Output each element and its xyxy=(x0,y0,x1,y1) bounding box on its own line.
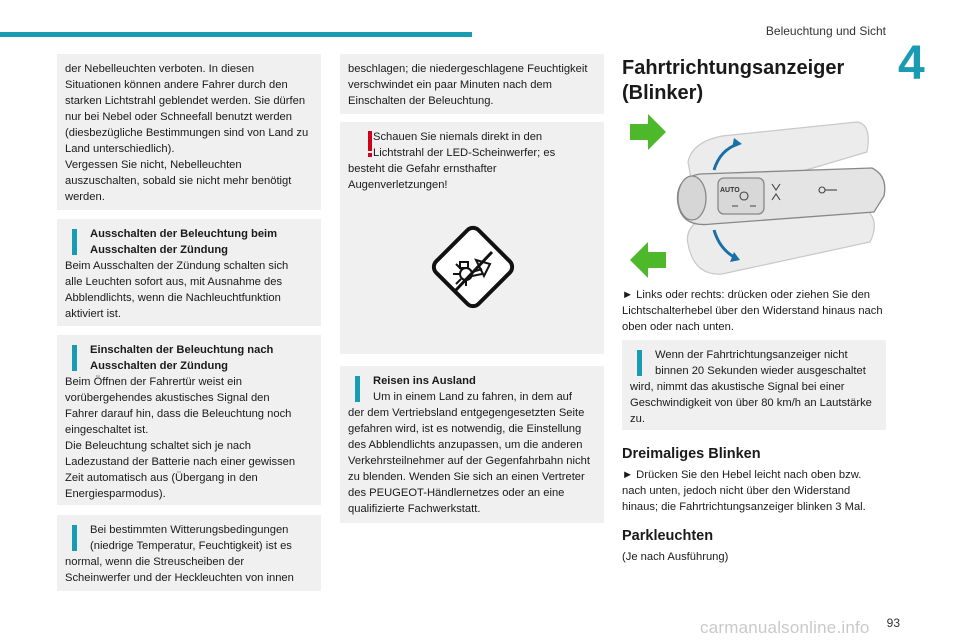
info-heading: Reisen ins Ausland xyxy=(373,375,476,387)
text-line: qualifizierte Fachwerkstatt. xyxy=(348,503,481,515)
info-heading: Ausschalten der Zündung xyxy=(90,360,228,372)
warning-icon-dot xyxy=(368,153,372,157)
heading-line: Fahrtrichtungsanzeiger xyxy=(622,57,845,79)
watermark: carmanualsonline.info xyxy=(700,618,870,637)
info-icon xyxy=(355,376,360,402)
text-line: normal, wenn die Streuscheiben der xyxy=(65,556,245,568)
text-line: Situationen können andere Fahrer durch den xyxy=(65,79,288,91)
triple-blink-text xyxy=(622,467,892,515)
text-line: ► Links oder rechts: drücken oder ziehen Sie den xyxy=(622,289,871,301)
text-line: nach unten, jedoch nicht über den Widerstand xyxy=(622,485,851,497)
info-icon xyxy=(637,350,642,376)
text-line: Um in einem Land zu fahren, in dem auf xyxy=(373,391,572,403)
text-line: Land unterschiedlich). xyxy=(65,143,175,155)
text-line: Lichtstrahl der LED-Scheinwerfer; es xyxy=(373,147,556,159)
text-line: hinaus; die Fahrtrichtungsanzeiger blinken 3 Mal. xyxy=(622,501,866,513)
text-line: (niedrige Temperatur, Feuchtigkeit) ist es xyxy=(90,540,292,552)
warning-icon xyxy=(368,131,372,151)
section-title: Beleuchtung und Sicht xyxy=(765,24,886,38)
info-icon xyxy=(72,229,77,255)
text-line: starken Lichtstrahl geblendet werden. Sie dürfen xyxy=(65,95,306,107)
text-line: Bei bestimmten Witterungsbedingungen xyxy=(90,524,289,536)
text-line: Verkehrsteilnehmer auf der Gegenfahrbahn nicht xyxy=(348,455,590,467)
text-line: verschwindet ein paar Minuten nach dem xyxy=(348,79,552,91)
turn-signal-stalk-illustration xyxy=(622,112,892,282)
text-line: oben oder nach unten. xyxy=(622,321,734,333)
text-line: gefahren wird, ist es notwendig, die Einstellung xyxy=(348,423,582,435)
text-line: Vergessen Sie nicht, Nebelleuchten xyxy=(65,159,242,171)
info-box-lights-off xyxy=(57,219,321,326)
info-icon xyxy=(72,525,77,551)
text-line: Zeit automatisch aus (Übergang in den xyxy=(65,472,258,484)
text-line: binnen 20 Sekunden wieder ausgeschaltet xyxy=(655,365,866,377)
info-heading: Ausschalten der Zündung xyxy=(90,244,228,256)
stalk-auto-label: AUTO xyxy=(720,187,740,194)
text-line: alle Leuchten sofort aus, mit Ausnahme des xyxy=(65,276,283,288)
condensation-continued-box xyxy=(340,54,604,114)
text-line: aktiviert ist. xyxy=(65,308,121,320)
info-heading: Ausschalten der Beleuchtung beim xyxy=(90,228,278,240)
text-line: nur bei Nebel oder Schneefall benutzt werden xyxy=(65,111,293,123)
text-line: beschlagen; die niedergeschlagene Feuchtigkeit xyxy=(348,63,588,75)
chapter-number: 4 xyxy=(898,37,925,90)
text-line: Beim Ausschalten der Zündung schalten sich xyxy=(65,260,289,272)
text-line: der Nebelleuchten verboten. In diesen xyxy=(65,63,255,75)
text-line: vorübergehendes akustisches Signal den xyxy=(65,392,270,404)
text-line: ► Drücken Sie den Hebel leicht nach oben bzw. xyxy=(622,469,862,481)
header-accent-bar xyxy=(0,32,472,37)
text-line: der dem Vertriebsland entgegengesetzten Seite xyxy=(348,407,585,419)
instruction-text xyxy=(622,287,892,335)
page-number: 93 xyxy=(886,616,900,630)
heading-line: (Blinker) xyxy=(622,82,704,104)
arrow-right-icon xyxy=(630,114,666,150)
info-box-condensation xyxy=(57,515,321,591)
text-line: werden. xyxy=(65,191,105,203)
text-line: Energiesparmodus). xyxy=(65,488,166,500)
text-line: Ladezustand der Batterie nach einer gewissen xyxy=(65,456,296,468)
text-line: Fahrer darauf hin, dass die Beleuchtung noch xyxy=(65,408,292,420)
text-line: (diesbezügliche Bestimmungen sind von Land zu xyxy=(65,127,309,139)
heading-parking-lights: Parkleuchten xyxy=(622,528,714,544)
text-line: zu blenden. Wenden Sie sich an einen Vertreter xyxy=(348,471,585,483)
warning-box-led xyxy=(340,122,604,354)
page-heading xyxy=(622,56,862,106)
info-box-signal-reminder xyxy=(622,340,886,430)
text-line: Beim Öffnen der Fahrertür weist ein xyxy=(65,376,243,388)
no-look-into-light-icon xyxy=(420,214,526,320)
text-line: Lichtschalterhebel über den Widerstand hinaus nach xyxy=(622,305,883,317)
info-box-abroad xyxy=(340,366,604,523)
text-line: wird, nimmt das akustische Signal bei einer xyxy=(630,381,845,393)
text-line: besteht die Gefahr ernsthafter xyxy=(348,163,497,175)
fog-light-note-box xyxy=(57,54,321,210)
text-line: Einschalten der Beleuchtung. xyxy=(348,95,494,107)
text-line: Scheinwerfer und der Heckleuchten von innen xyxy=(65,572,294,584)
info-heading: Einschalten der Beleuchtung nach xyxy=(90,344,274,356)
text-line: Geschwindigkeit von über 80 km/h an Lautstärke xyxy=(630,397,872,409)
info-box-lights-on xyxy=(57,335,321,505)
text-line: eingeschaltet ist. xyxy=(65,424,149,436)
text-line: des PEUGEOT-Händlernetzes oder an eine xyxy=(348,487,565,499)
parking-lights-text: (Je nach Ausführung) xyxy=(622,551,729,563)
arrow-left-icon xyxy=(630,242,666,278)
text-line: zu. xyxy=(630,413,645,425)
text-line: des Abblendlichts anzupassen, um die anderen xyxy=(348,439,583,451)
text-line: Wenn der Fahrtrichtungsanzeiger nicht xyxy=(655,349,848,361)
text-line: Die Beleuchtung schaltet sich je nach xyxy=(65,440,251,452)
text-line: Augenverletzungen! xyxy=(348,179,448,191)
text-line: Abblendlichts, wenn die Nachleuchtfunktion xyxy=(65,292,281,304)
text-line: Schauen Sie niemals direkt in den xyxy=(373,131,543,143)
text-line: auszuschalten, sobald sie nicht mehr benötigt xyxy=(65,175,292,187)
info-icon xyxy=(72,345,77,371)
heading-triple-blink: Dreimaliges Blinken xyxy=(622,446,761,462)
